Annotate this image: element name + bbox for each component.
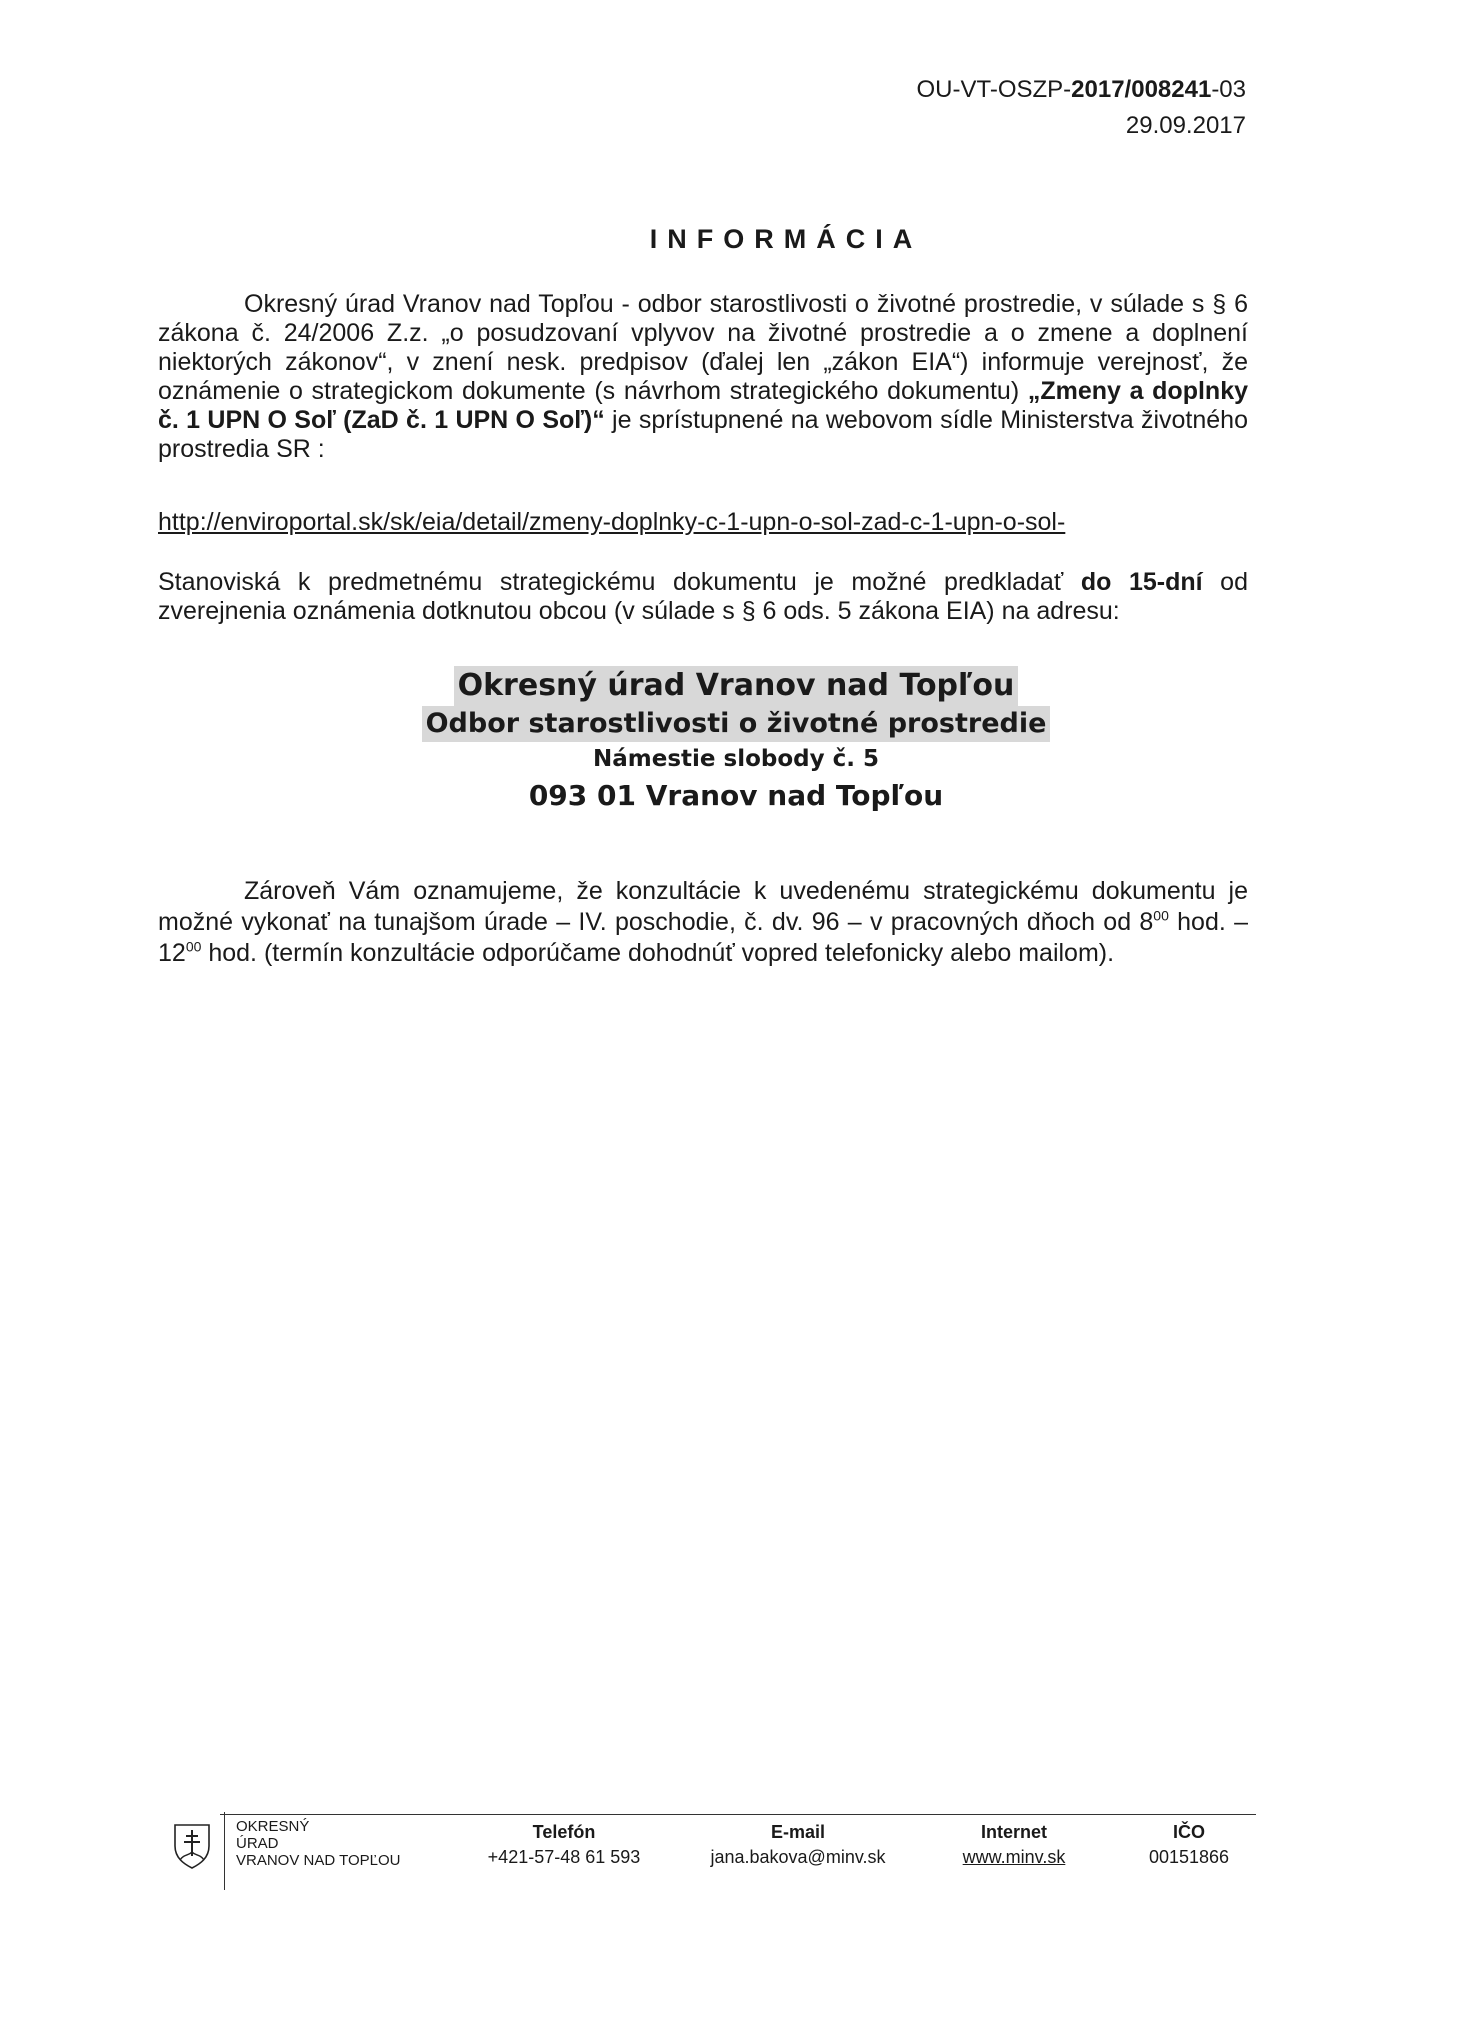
website-link[interactable]: www.minv.sk [962, 1847, 1066, 1867]
document-name: „Zmeny a doplnky č. 1 UPN O Soľ (ZaD č. 1 UPN O Soľ)“ [158, 377, 1248, 434]
reference-block [916, 72, 1246, 144]
document-date: 29.09.2017 [1125, 112, 1246, 139]
footer-vertical-divider [224, 1812, 225, 1890]
footer-ico: IČO 00151866 [1148, 1822, 1230, 1867]
address-street: Námestie slobody č. 5 [593, 746, 879, 772]
address-department: Odbor starostlivosti o životné prostredie [422, 706, 1051, 742]
intro-paragraph: Okresný úrad Vranov nad Topľou - odbor starostlivosti o životné prostredie, v súlade s § 6 zákona č. 24/2006 Z.z. „o posudzovaní vplyvov na životné prostredie a o zmene a doplnení niektorých zákonov“, v znení nesk. predpisov (ďalej len „zákon EIA“) informuje verejnosť, že oznámenie o strategickom dokumente (s návrhom strategického dokumentu) „Zmeny a doplnky č. 1 UPN O Soľ (ZaD č. 1 UPN O Soľ)“ je sprístupnené na webovom sídle Ministerstva životného prostredia SR : [158, 290, 1248, 463]
reference-number: OU-VT-OSZP-2017/008241-03 [916, 76, 1246, 103]
consultation-paragraph: Zároveň Vám oznamujeme, že konzultácie k uvedenému strategickému dokumentu je možné vykonať na tunajšom úrade – IV. poschodie, č. dv. 96 – v pracovných dňoch od $8^{00}$ hod. – $12^{00}$ hod. (termín konzultácie odporúčame dohodnúť vopred telefonicky alebo mailom). [158, 877, 1248, 967]
office-name: OKRESNÝ ÚRAD VRANOV NAD TOPĽOU [236, 1818, 401, 1869]
footer-divider [220, 1814, 1256, 1815]
footer-phone: Telefón +421-57-48 61 593 [487, 1822, 641, 1867]
footer-email: E-mail jana.bakova@minv.sk [688, 1820, 908, 1870]
slovak-coat-of-arms-icon [172, 1822, 212, 1870]
address-office: Okresný úrad Vranov nad Topľou [454, 666, 1019, 706]
document-title: INFORMÁCIA [649, 224, 923, 254]
email-address[interactable]: jana.bakova@minv.sk [710, 1847, 886, 1867]
address-block [0, 664, 1472, 816]
footer-internet: Internet www.minv.sk [934, 1820, 1094, 1870]
letterhead-footer [164, 1812, 1256, 1892]
submission-paragraph: Stanoviská k predmetnému strategickému dokumentu je možné predkladať do 15-dní od zverejnenia oznámenia dotknutou obcou (v súlade s § 6 ods. 5 zákona EIA) na adresu: [158, 568, 1248, 625]
deadline: do 15-dní [1080, 568, 1203, 596]
enviroportal-link[interactable]: http://enviroportal.sk/sk/eia/detail/zmeny-doplnky-c-1-upn-o-sol-zad-c-1-upn-o-sol- [158, 508, 1066, 536]
address-city: 093 01 Vranov nad Topľou [528, 779, 944, 812]
